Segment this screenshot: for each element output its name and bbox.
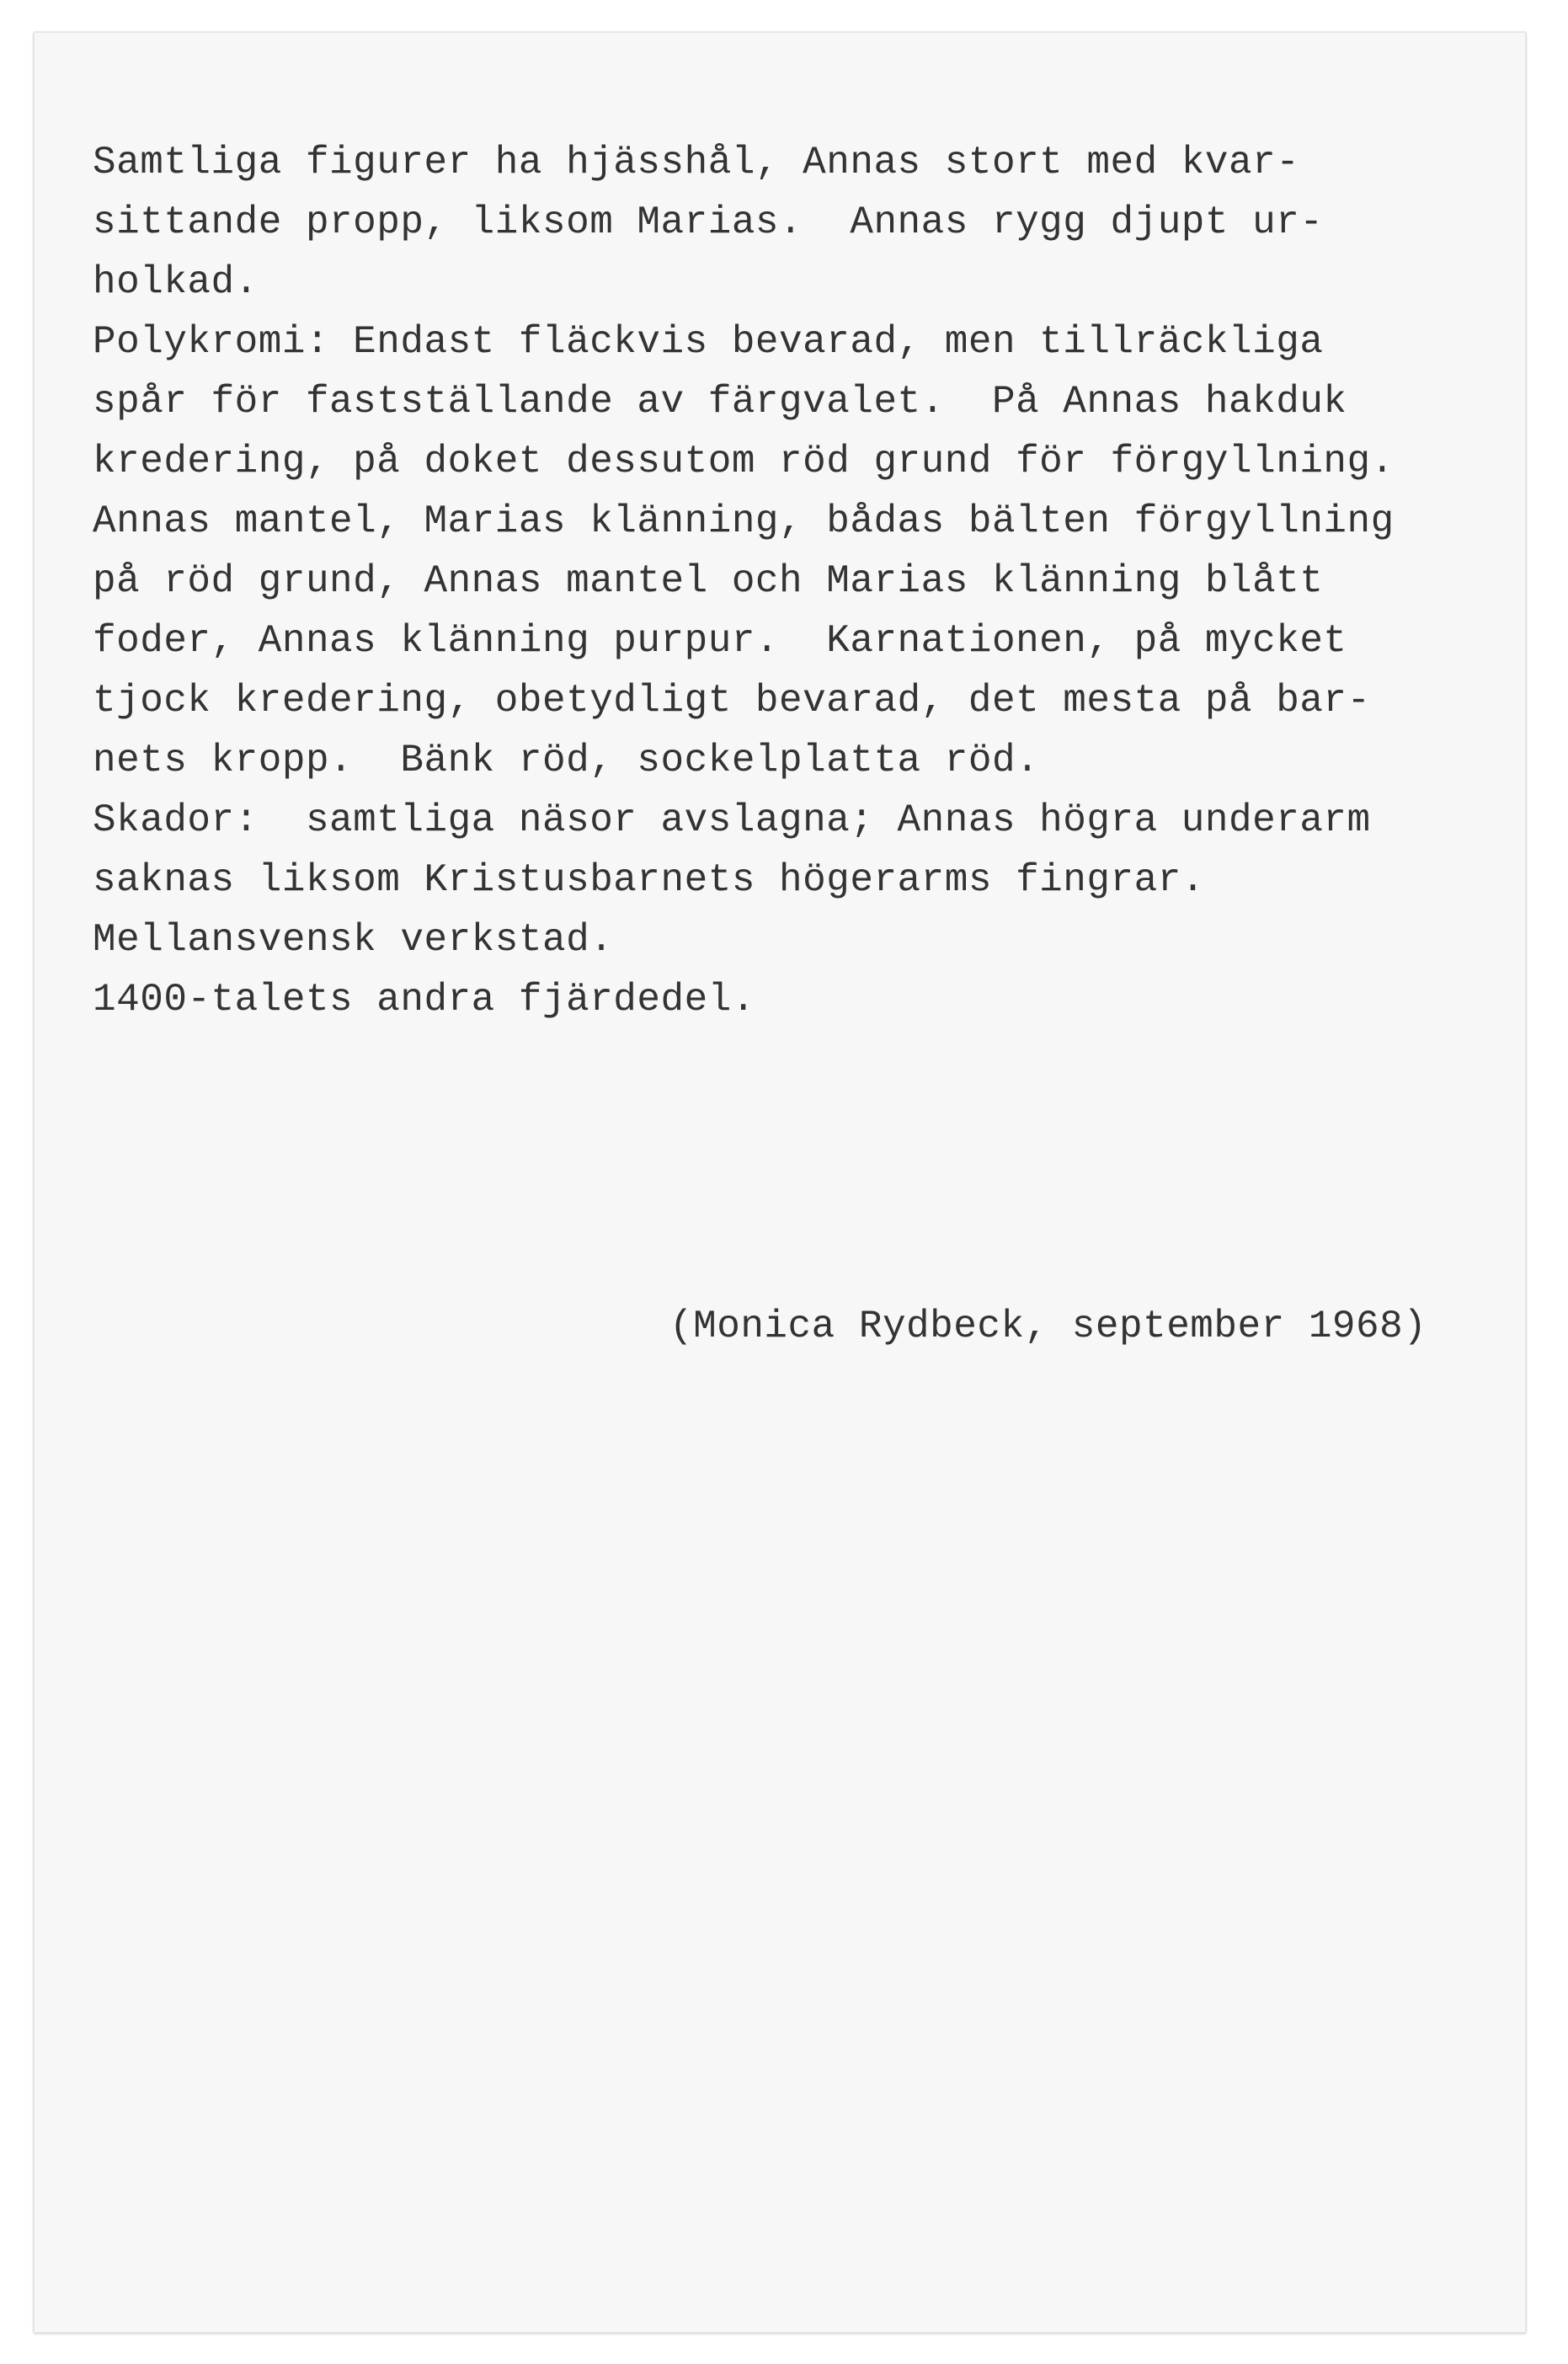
text-line: Mellansvensk verkstad. [93, 918, 614, 962]
text-line: sittande propp, liksom Marias. Annas rygg djupt ur- [93, 200, 1324, 244]
text-line: Samtliga figurer ha hjässhål, Annas stort med kvar- [93, 141, 1300, 184]
text-line: holkad. [93, 260, 259, 304]
text-line: spår för fastställande av färgvalet. På Annas hakduk [93, 380, 1347, 424]
text-line: 1400-talets andra fjärdedel. [93, 978, 755, 1022]
author-signature: (Monica Rydbeck, september 1968) [669, 1305, 1427, 1348]
text-line: Polykromi: Endast fläckvis bevarad, men tillräckliga [93, 320, 1324, 364]
text-line: saknas liksom Kristusbarnets högerarms fingrar. [93, 858, 1205, 902]
text-line: foder, Annas klänning purpur. Karnationen, på mycket [93, 619, 1347, 663]
body-text [93, 133, 1524, 1030]
text-line: nets kropp. Bänk röd, sockelplatta röd. [93, 739, 1040, 782]
text-line: Annas mantel, Marias klänning, bådas bälten förgyllning [93, 499, 1395, 543]
text-line: på röd grund, Annas mantel och Marias klänning blått [93, 559, 1324, 603]
text-line: kredering, på doket dessutom röd grund för förgyllning. [93, 440, 1395, 483]
text-line: Skador: samtliga näsor avslagna; Annas högra underarm [93, 798, 1371, 842]
text-line: tjock kredering, obetydligt bevarad, det mesta på bar- [93, 679, 1371, 723]
